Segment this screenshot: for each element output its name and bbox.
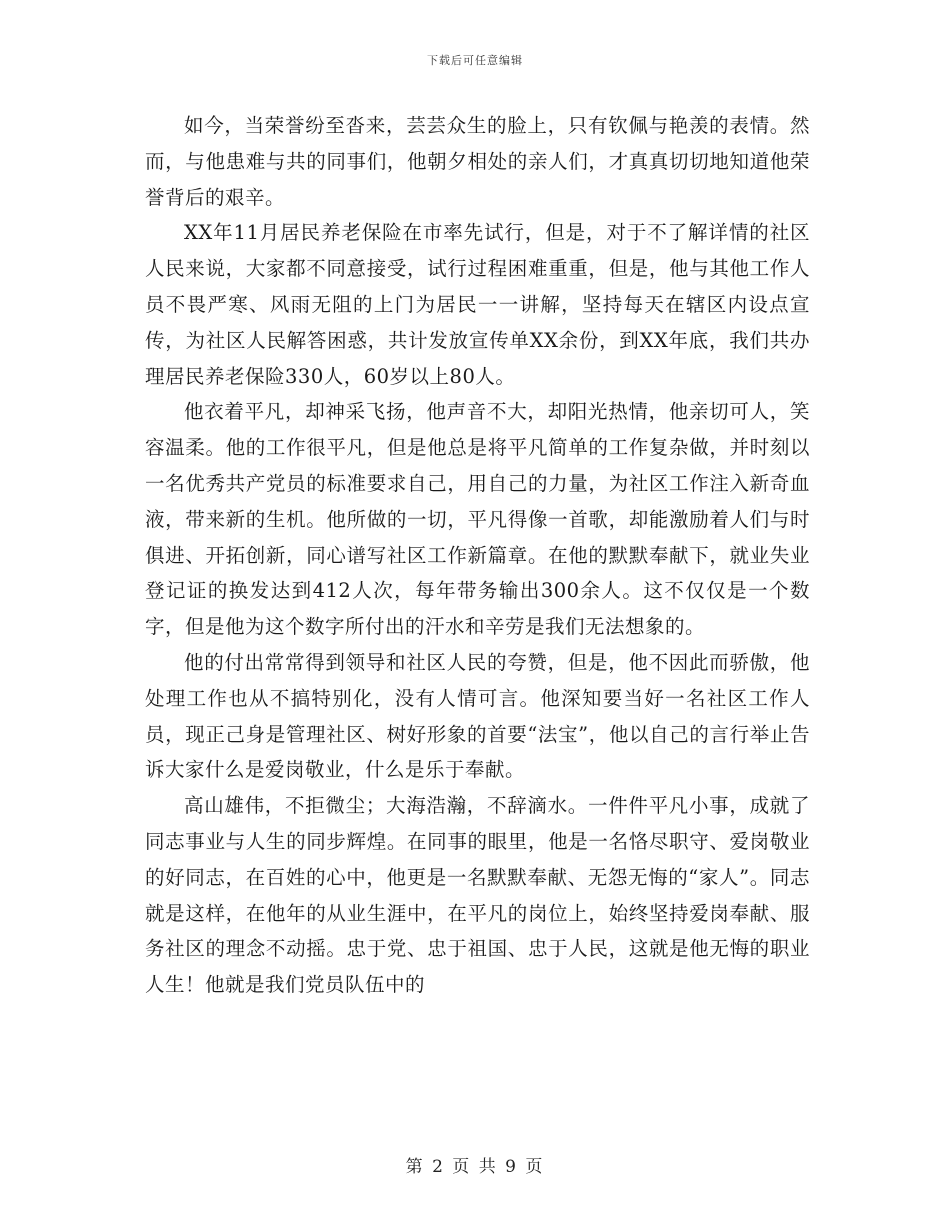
paragraph-4: 他的付出常常得到领导和社区人民的夸赞，但是，他不因此而骄傲，他处理工作也从不搞特别化，没有人情可言。他深知要当好一名社区工作人员，现正己身是管理社区、树好形象的首要“法宝”，他以自己的言行举止告诉大家什么是爱岗敬业，什么是乐于奉献。: [145, 650, 810, 782]
document-body: [145, 108, 810, 1003]
paragraph-1: 如今，当荣誉纷至沓来，芸芸众生的脸上，只有钦佩与艳羡的表情。然而，与他患难与共的同事们，他朝夕相处的亲人们，才真真切切地知道他荣誉背后的艰辛。: [145, 114, 810, 209]
page-header-note: 下载后可任意编辑: [427, 54, 523, 67]
paragraph-3: 他衣着平凡，却神采飞扬，他声音不大，却阳光热情，他亲切可人，笑容温柔。他的工作很平凡，但是他总是将平凡简单的工作复杂做，并时刻以一名优秀共产党员的标准要求自己，用自己的力量，为社区工作注入新奇血液，带来新的生机。他所做的一切，平凡得像一首歌，却能激励着人们与时俱进、开拓创新，同心谱写社区工作新篇章。在他的默默奉献下，就业失业登记证的换发达到412人次，每年带务输出300余人。这不仅仅是一个数字，但是他为这个数字所付出的汗水和辛劳是我们无法想象的。: [145, 400, 810, 639]
paragraph-5: 高山雄伟，不拒微尘；大海浩瀚，不辞滴水。一件件平凡小事，成就了同志事业与人生的同步辉煌。在同事的眼里，他是一名恪尽职守、爱岗敬业的好同志，在百姓的心中，他更是一名默默奉献、无怨无悔的“家人”。同志就是这样，在他年的从业生涯中，在平凡的岗位上，始终坚持爱岗奉献、服务社区的理念不动摇。忠于党、忠于祖国、忠于人民，这就是他无悔的职业人生！他就是我们党员队伍中的: [145, 794, 810, 997]
page-number-footer: 第 2 页 共 9 页: [405, 1157, 545, 1177]
paragraph-2: XX年11月居民养老保险在市率先试行，但是，对于不了解详情的社区人民来说，大家都不同意接受，试行过程困难重重，但是，他与其他工作人员不畏严寒、风雨无阻的上门为居民一一讲解，坚持每天在辖区内设点宣传，为社区人民解答困惑，共计发放宣传单XX余份，到XX年底，我们共办理居民养老保险330人，60岁以上80人。: [145, 221, 810, 388]
